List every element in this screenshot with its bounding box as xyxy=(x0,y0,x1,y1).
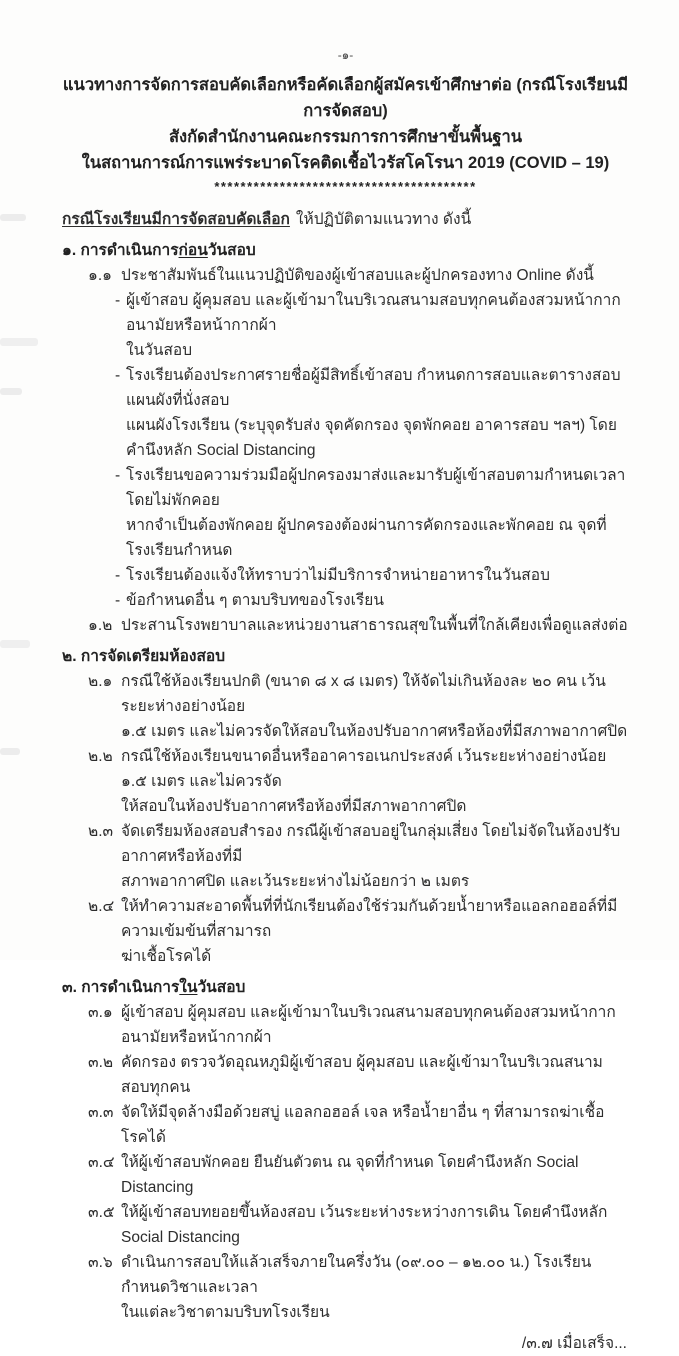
numbered-item-1-1 xyxy=(88,263,629,288)
star-divider: **************************************** xyxy=(214,179,477,194)
item-number: ๒.๓ xyxy=(88,823,114,840)
heading-text: ๑. การดำเนินการ xyxy=(62,242,179,259)
item-text xyxy=(121,669,629,744)
numbered-item-3-2 xyxy=(88,1050,629,1100)
bullet-line: ผู้เข้าสอบ ผู้คุมสอบ และผู้เข้ามาในบริเวณสนามสอบทุกคนต้องสวมหน้ากากอนามัยหรือหน้ากากผ้า xyxy=(126,292,621,334)
numbered-item-3-4 xyxy=(88,1150,629,1200)
bullet-line: ในวันสอบ xyxy=(126,342,193,359)
page-number: -๑- xyxy=(337,48,354,62)
item-text xyxy=(121,613,629,638)
bullet-text xyxy=(126,288,629,363)
item-line: ประสานโรงพยาบาลและหน่วยงานสาธารณสุขในพื้นที่ใกล้เคียงเพื่อดูแลส่งต่อ xyxy=(121,617,628,634)
heading-underlined-word: ก่อน xyxy=(178,242,208,259)
intro-rest: ให้ปฏิบัติตามแนวทาง ดังนี้ xyxy=(295,211,472,228)
heading-text: วันสอบ xyxy=(197,979,246,996)
item-line: ประชาสัมพันธ์ในแนวปฏิบัติของผู้เข้าสอบและผู้ปกครองทาง Online ดังนี้ xyxy=(121,267,594,284)
item-line: จัดให้มีจุดล้างมือด้วยสบู่ แอลกอฮอล์ เจล หรือน้ำยาอื่น ๆ ที่สามารถฆ่าเชื้อโรคได้ xyxy=(121,1104,605,1146)
numbered-item-2-1 xyxy=(88,669,629,744)
intro-lead-underlined: กรณีโรงเรียนมีการจัดสอบคัดเลือก xyxy=(62,211,290,228)
numbered-item-3-1 xyxy=(88,1000,629,1050)
item-text xyxy=(121,263,629,288)
item-text xyxy=(121,819,629,894)
item-line: จัดเตรียมห้องสอบสำรอง กรณีผู้เข้าสอบอยู่ในกลุ่มเสี่ยง โดยไม่จัดในห้องปรับอากาศหรือห้องที่มี xyxy=(121,823,621,865)
section-1-heading xyxy=(62,238,629,263)
item-line: ให้ผู้เข้าสอบพักคอย ยืนยันตัวตน ณ จุดที่กำหนด โดยคำนึงหลัก Social Distancing xyxy=(121,1154,579,1196)
bullet-dash: - xyxy=(115,467,121,484)
heading-text: ๒. การจัดเตรียมห้องสอบ xyxy=(62,648,226,665)
bullet-dash: - xyxy=(115,592,121,609)
item-number: ๓.๑ xyxy=(88,1004,113,1021)
doc-title-line-2: สังกัดสำนักงานคณะกรรมการการศึกษาขั้นพื้นฐาน xyxy=(168,128,523,146)
numbered-item-3-5 xyxy=(88,1200,629,1250)
doc-title-line-1: แนวทางการจัดการสอบคัดเลือกหรือคัดเลือกผู้สมัครเข้าศึกษาต่อ (กรณีโรงเรียนมีการจัดสอบ) xyxy=(62,76,629,120)
item-line: สภาพอากาศปิด และเว้นระยะห่างไม่น้อยกว่า ๒ เมตร xyxy=(121,873,470,890)
heading-text: วันสอบ xyxy=(207,242,256,259)
item-number: ๓.๒ xyxy=(88,1054,114,1071)
bullet-text xyxy=(126,363,629,463)
item-line: คัดกรอง ตรวจวัดอุณหภูมิผู้เข้าสอบ ผู้คุมสอบ และผู้เข้ามาในบริเวณสนามสอบทุกคน xyxy=(121,1054,603,1096)
bullet-item xyxy=(115,288,629,363)
item-number: ๓.๕ xyxy=(88,1204,115,1221)
item-line: ดำเนินการสอบให้แล้วเสร็จภายในครึ่งวัน (๐๙.๐๐ – ๑๒.๐๐ น.) โรงเรียนกำหนดวิชาและเวลา xyxy=(121,1254,592,1296)
bullet-text xyxy=(126,588,629,613)
doc-title-line-3: ในสถานการณ์การแพร่ระบาดโรคติดเชื้อไวรัสโคโรนา 2019 (COVID – 19) xyxy=(81,154,610,172)
scan-artifact xyxy=(0,338,38,346)
numbered-item-2-3 xyxy=(88,819,629,894)
item-number: ๒.๔ xyxy=(88,898,115,915)
item-text xyxy=(121,744,629,819)
numbered-item-3-3 xyxy=(88,1100,629,1150)
bullet-item xyxy=(115,563,629,588)
bullet-line: หากจำเป็นต้องพักคอย ผู้ปกครองต้องผ่านการคัดกรองและพักคอย ณ จุดที่โรงเรียนกำหนด xyxy=(126,517,607,559)
bullet-text xyxy=(126,463,629,563)
item-number: ๓.๔ xyxy=(88,1154,115,1171)
bullet-dash: - xyxy=(115,292,121,309)
section-2-heading xyxy=(62,644,629,669)
intro-paragraph xyxy=(62,207,629,232)
item-number: ๓.๖ xyxy=(88,1254,113,1271)
bullet-item xyxy=(115,588,629,613)
scan-artifact xyxy=(0,214,26,221)
item-number: ๒.๒ xyxy=(88,748,113,765)
section-3-heading xyxy=(62,975,629,1000)
bullet-line: ข้อกำหนดอื่น ๆ ตามบริบทของโรงเรียน xyxy=(126,592,384,609)
item-text xyxy=(121,1200,629,1250)
bullet-line: โรงเรียนต้องแจ้งให้ทราบว่าไม่มีบริการจำหน่ายอาหารในวันสอบ xyxy=(126,567,550,584)
item-text xyxy=(121,1250,629,1325)
numbered-item-2-2 xyxy=(88,744,629,819)
numbered-item-1-2 xyxy=(88,613,629,638)
item-line: ให้ทำความสะอาดพื้นที่ที่นักเรียนต้องใช้ร่วมกันด้วยน้ำยาหรือแอลกอฮอล์ที่มีความเข้มข้นที่สามารถ xyxy=(121,898,618,940)
item-line: กรณีใช้ห้องเรียนปกติ (ขนาด ๘ x ๘ เมตร) ให้จัดไม่เกินห้องละ ๒๐ คน เว้นระยะห่างอย่างน้อย xyxy=(121,673,606,715)
scan-artifact xyxy=(0,640,30,648)
document-header xyxy=(62,72,629,195)
bullet-line: โรงเรียนต้องประกาศรายชื่อผู้มีสิทธิ์เข้าสอบ กำหนดการสอบและตารางสอบ แผนผังที่นั่งสอบ xyxy=(126,367,621,409)
item-line: ให้ผู้เข้าสอบทยอยขึ้นห้องสอบ เว้นระยะห่างระหว่างการเดิน โดยคำนึงหลัก Social Distancing xyxy=(121,1204,608,1246)
item-number: ๑.๑ xyxy=(88,267,112,284)
bullet-line: แผนผังโรงเรียน (ระบุจุดรับส่ง จุดคัดกรอง จุดพักคอย อาคารสอบ ฯลฯ) โดยคำนึงหลัก Social Distancing xyxy=(126,417,617,459)
heading-text: ๓. การดำเนินการ xyxy=(62,979,180,996)
heading-underlined-word: ใน xyxy=(179,979,198,996)
bullet-item xyxy=(115,363,629,463)
item-line: ฆ่าเชื้อโรคได้ xyxy=(121,948,212,965)
item-text xyxy=(121,894,629,969)
bullet-dash: - xyxy=(115,367,121,384)
item-number: ๒.๑ xyxy=(88,673,113,690)
item-line: ในแต่ละวิชาตามบริบทโรงเรียน xyxy=(121,1304,330,1321)
item-line: ผู้เข้าสอบ ผู้คุมสอบ และผู้เข้ามาในบริเวณสนามสอบทุกคนต้องสวมหน้ากากอนามัยหรือหน้ากากผ้า xyxy=(121,1004,616,1046)
item-text xyxy=(121,1150,629,1200)
item-line: ให้สอบในห้องปรับอากาศหรือห้องที่มีสภาพอากาศปิด xyxy=(121,798,467,815)
item-text xyxy=(121,1000,629,1050)
item-line: กรณีใช้ห้องเรียนขนาดอื่นหรืออาคารอเนกประสงค์ เว้นระยะห่างอย่างน้อย ๑.๕ เมตร และไม่ควรจัด xyxy=(121,748,607,790)
scan-artifact xyxy=(0,748,20,755)
item-line: ๑.๕ เมตร และไม่ควรจัดให้สอบในห้องปรับอากาศหรือห้องที่มีสภาพอากาศปิด xyxy=(121,723,628,740)
bullet-item xyxy=(115,463,629,563)
bullet-text xyxy=(126,563,629,588)
bullet-line: โรงเรียนขอความร่วมมือผู้ปกครองมาส่งและมารับผู้เข้าสอบตามกำหนดเวลาโดยไม่พักคอย xyxy=(126,467,626,509)
continuation-note: /๓.๗ เมื่อเสร็จ... xyxy=(521,1335,627,1352)
numbered-item-2-4 xyxy=(88,894,629,969)
item-text xyxy=(121,1050,629,1100)
item-number: ๑.๒ xyxy=(88,617,113,634)
item-text xyxy=(121,1100,629,1150)
item-number: ๓.๓ xyxy=(88,1104,114,1121)
bullet-dash: - xyxy=(115,567,121,584)
scan-artifact xyxy=(0,388,22,395)
numbered-item-3-6 xyxy=(88,1250,629,1325)
